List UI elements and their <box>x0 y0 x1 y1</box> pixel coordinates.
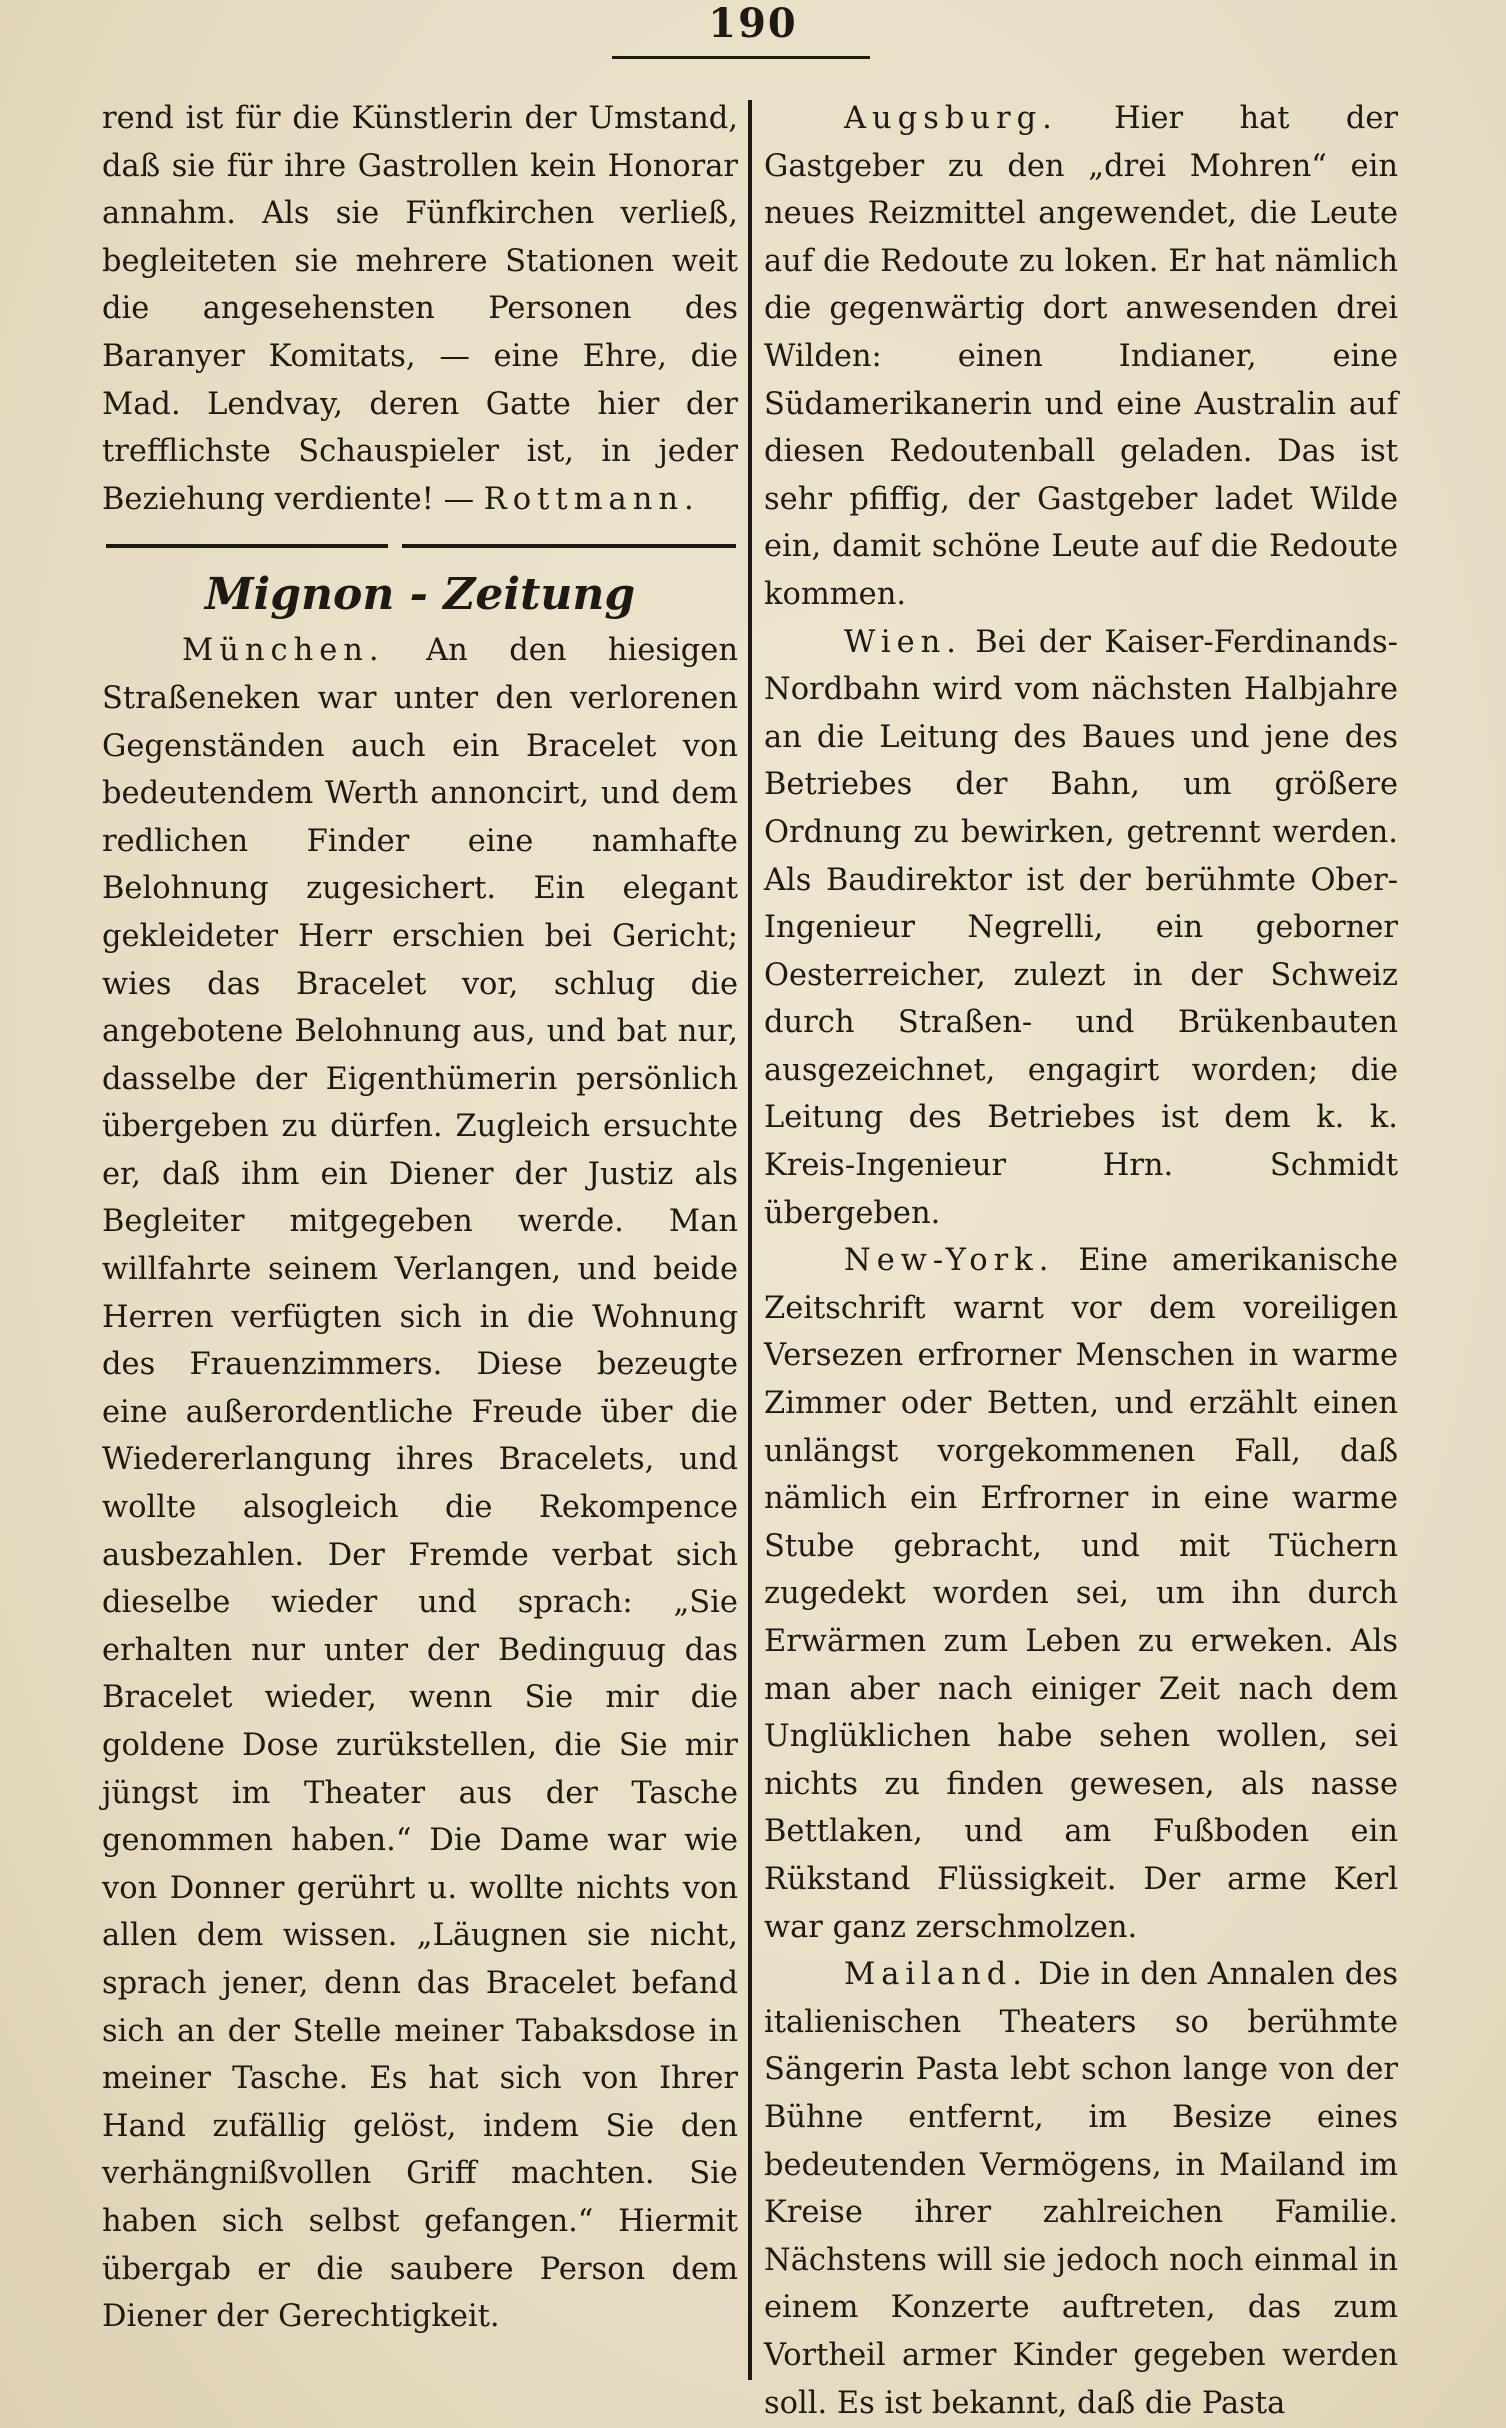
article-place: Mailand. <box>844 1957 1028 1993</box>
article-text: Bei der Kaiser-Ferdinands-Nordbahn wird vom nächsten Halbjahre an die Leitung des Baues und jene des Betriebes der Bahn, um größere Ordnung zu bewirken, getrennt werden. Als Baudirektor ist der berühmte Ober-Ingenieur Negrelli, ein geborner Oesterreicher, zulezt in der Schweiz durch Straßen- und Brükenbauten ausgezeichnet, engagirt worden; die Leitung des Betriebes ist dem k. k. Kreis-Ingenieur Hrn. Schmidt übergeben. <box>764 624 1398 1231</box>
section-title: Mignon - Zeitung <box>204 569 636 621</box>
section-divider <box>106 539 738 553</box>
article-text: Die in den Annalen des italienischen Theaters so berühmte Sängerin Pasta lebt schon lange von der Bühne entfernt, im Besize eines bedeutenden Vermögens, in Mailand im Kreise ihrer zahlreichen Familie. Nächstens will sie jedoch noch einmal in einem Konzerte auftreten, das zum Vortheil armer Kinder gegeben werden soll. Es ist bekannt, daß die Pasta <box>764 1957 1398 2421</box>
article-mailand <box>764 1951 1398 2427</box>
article-place: München. <box>182 633 385 669</box>
page-number: 190 <box>708 0 798 47</box>
left-column <box>102 95 738 2341</box>
article-place: Augsburg. <box>844 101 1058 136</box>
right-column <box>764 95 1398 2427</box>
continuation-paragraph <box>102 95 738 523</box>
article-wien <box>764 619 1398 1238</box>
article-place: New-York. <box>844 1243 1055 1279</box>
article-augsburg <box>764 95 1398 619</box>
author-signature: Rottmann. <box>483 481 700 517</box>
article-place: Wien. <box>844 624 962 660</box>
article-newyork <box>764 1237 1398 1951</box>
article-munich <box>102 627 738 2340</box>
column-divider <box>748 100 752 2380</box>
header-rule <box>612 56 870 59</box>
article-text: Hier hat der Gastgeber zu den „drei Mohren“ ein neues Reizmittel angewendet, die Leute auf die Redoute zu loken. Er hat nämlich die gegenwärtig dort anwesenden drei Wilden: einen Indianer, eine Südamerikanerin und eine Australin auf diesen Redoutenball geladen. Das ist sehr pfiffig, der Gastgeber ladet Wilde ein, damit schöne Leute auf die Redoute kommen. <box>764 101 1398 612</box>
article-text: Eine amerikanische Zeitschrift warnt vor dem voreiligen Versezen erfrorner Menschen in warme Zimmer oder Betten, und erzählt einen unlängst vorgekommenen Fall, daß nämlich ein Erfrorner in eine warme Stube gebracht, und mit Tüchern zugedekt worden sei, um ihn durch Erwärmen zum Leben zu erweken. Als man aber nach einiger Zeit nach dem Unglüklichen habe sehen wollen, sei nichts zu finden gewesen, als nasse Bettlaken, und am Fußboden ein Rükstand Flüssigkeit. Der arme Kerl war ganz zerschmolzen. <box>764 1243 1398 1945</box>
continuation-text: rend ist für die Künstlerin der Umstand, daß sie für ihre Gastrollen kein Honorar annahm. Als sie Fünfkirchen verließ, begleiteten sie mehrere Stationen weit die angesehensten Personen des Baranyer Komitats, — eine Ehre, die Mad. Lendvay, deren Gatte hier der trefflichste Schauspieler ist, in jeder Beziehung verdiente! — <box>102 101 738 517</box>
article-text: An den hiesigen Straßeneken war unter den verlorenen Gegenständen auch ein Bracelet von bedeutendem Werth annoncirt, und dem redlichen Finder eine namhafte Belohnung zugesichert. Ein elegant gekleideter Herr erschien bei Gericht; wies das Bracelet vor, schlug die angebotene Belohnung aus, und bat nur, dasselbe der Eigenthümerin persönlich übergeben zu dürfen. Zugleich ersuchte er, daß ihm ein Diener der Justiz als Begleiter mitgegeben werde. Man willfahrte seinem Verlangen, und beide Herren verfügten sich in die Wohnung des Frauenzimmers. Diese bezeugte eine außerordentliche Freude über die Wiedererlangung ihres Bracelets, und wollte alsogleich die Rekompence ausbezahlen. Der Fremde verbat sich dieselbe wieder und sprach: „Sie erhalten nur unter der Bedinguug das Bracelet wieder, wenn Sie mir die goldene Dose zurükstellen, die Sie mir jüngst im Theater aus der Tasche genommen haben.“ Die Dame war wie von Donner gerührt u. wollte nichts von allen dem wissen. „Läugnen sie nicht, sprach jener, denn das Bracelet befand sich an der Stelle meiner Tabaksdose in meiner Tasche. Es hat sich von Ihrer Hand zufällig gelöst, indem Sie den verhängnißvollen Griff machten. Sie haben sich selbst gefangen.“ Hiermit übergab er die saubere Person dem Diener der Gerechtigkeit. <box>102 633 738 2335</box>
